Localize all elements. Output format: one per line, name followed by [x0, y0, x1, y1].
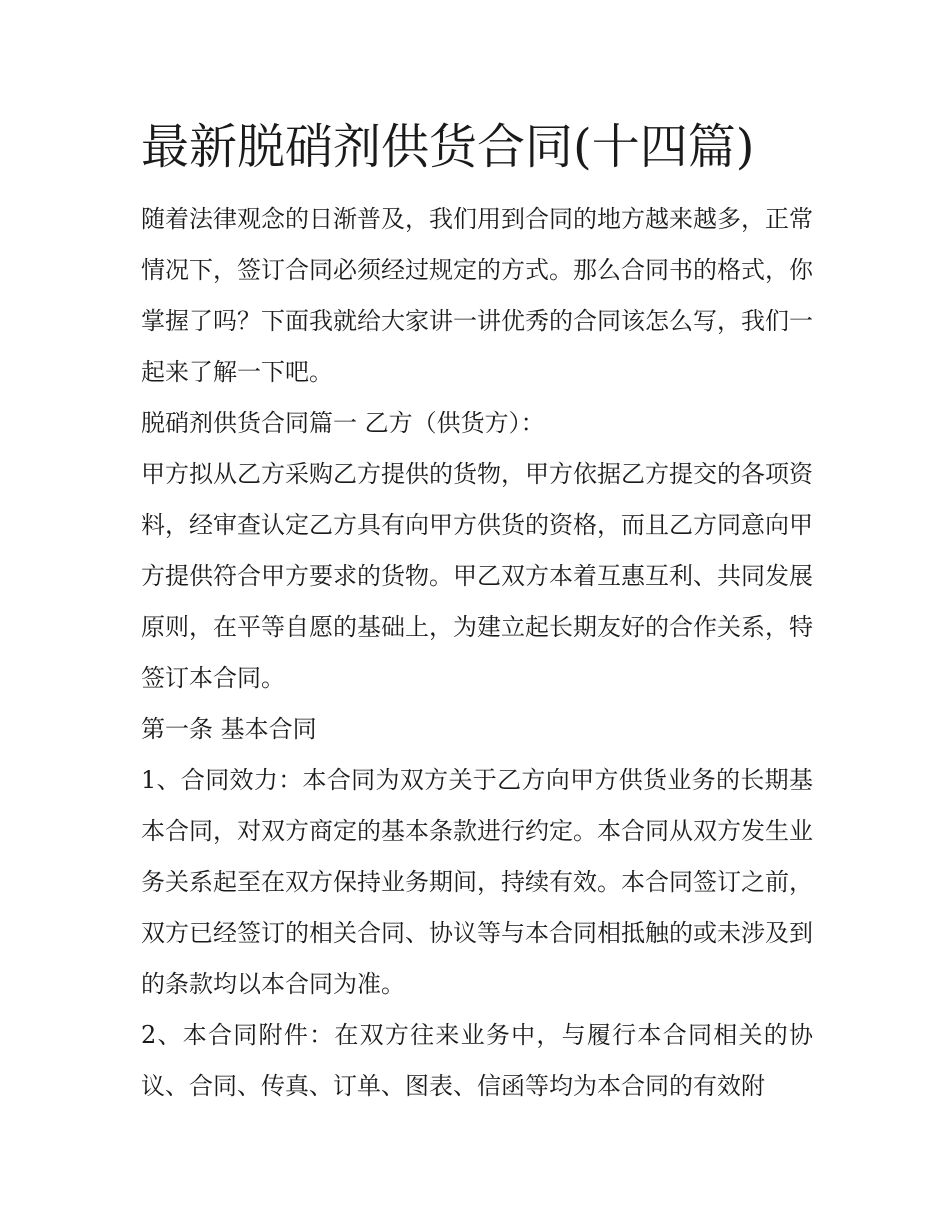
clause-2-paragraph: 2、本合同附件：在双方往来业务中，与履行本合同相关的协议、合同、传真、订单、图表、信函等均为本合同的有效附 [141, 1021, 813, 1100]
preamble-paragraph: 甲方拟从乙方采购乙方提供的货物，甲方依据乙方提交的各项资料，经审查认定乙方具有向甲方供货的资格，而且乙方同意向甲方提供符合甲方要求的货物。甲乙双方本着互惠互利、共同发展原则，在平等自愿的基础上，为建立起长期友好的合作关系，特签订本合同。 [141, 460, 813, 692]
clause-1-paragraph: 1、合同效力：本合同为双方关于乙方向甲方供货业务的长期基本合同，对双方商定的基本条款进行约定。本合同从双方发生业务关系起至在双方保持业务期间，持续有效。本合同签订之前，双方已经签订的相关合同、协议等与本合同相抵触的或未涉及到的条款均以本合同为准。 [141, 766, 813, 998]
section-heading: 脱硝剂供货合同篇一 乙方（供货方）： [141, 409, 545, 437]
document-page [141, 112, 813, 1112]
article-1-heading: 第一条 基本合同 [141, 715, 317, 743]
intro-paragraph: 随着法律观念的日渐普及，我们用到合同的地方越来越多，正常情况下，签订合同必须经过规定的方式。那么合同书的格式，你掌握了吗？下面我就给大家讲一讲优秀的合同该怎么写，我们一起来了解一下吧。 [141, 205, 813, 386]
document-title: 最新脱硝剂供货合同(十四篇) [141, 119, 755, 175]
